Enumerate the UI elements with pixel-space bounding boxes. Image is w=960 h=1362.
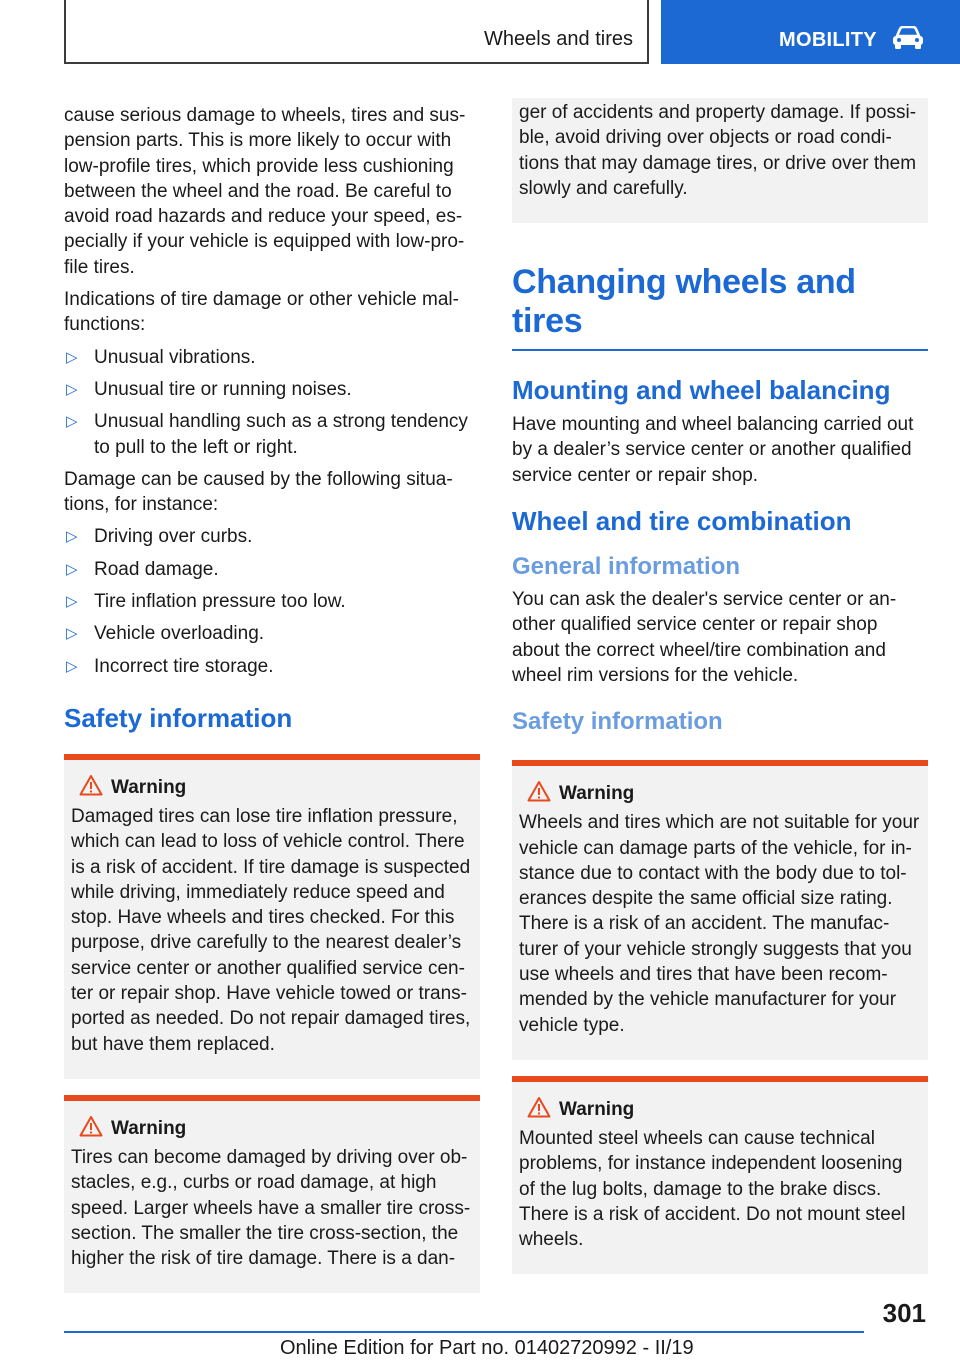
bullet-triangle-icon: ▷ (66, 657, 78, 675)
bullet-triangle-icon: ▷ (66, 625, 78, 643)
warning-box (64, 1095, 480, 1293)
general-info-paragraph: You can ask the dealer's service center or an-other qualified service center or repair shop about the correct wheel/tire combination and wheel rim versions for the vehicle. (512, 589, 897, 686)
warning-box (512, 760, 928, 1060)
left-column (64, 103, 480, 1309)
safety-heading-right: Safety information (512, 708, 723, 736)
warning-text: ger of accidents and property damage. If possi-ble, avoid driving over objects or road condi-tions that may damage tires, or drive over them slowly and carefully. (519, 102, 917, 199)
header-chapter-title: MOBILITY (779, 29, 877, 51)
warning-triangle-icon (527, 1096, 551, 1118)
header-section-box (64, 0, 649, 64)
causes-list (64, 524, 480, 678)
right-column (512, 103, 928, 1290)
warning-text: Mounted steel wheels can cause technical problems, for instance independent loosening of the lug bolts, damage to the brake discs. There is a risk of accident. Do not mount steel wheels. (519, 1127, 906, 1251)
indications-intro: Indications of tire damage or other vehicle mal-functions: (64, 289, 459, 336)
bullet-triangle-icon: ▷ (66, 528, 78, 546)
list-item: ▷ Unusual handling such as a strong tendency to pull to the left or right. (66, 411, 468, 458)
warning-triangle-icon (527, 780, 551, 802)
warning-text: Tires can become damaged by driving over ob-stacles, e.g., curbs or road damage, at high speed. Larger wheels have a smaller tire cross-section. The smaller the tire cross-section, the higher the risk of tire damage. There is a dan- (71, 1146, 471, 1270)
list-item: ▷ Road damage. (64, 557, 480, 582)
bullet-triangle-icon: ▷ (66, 413, 78, 431)
list-item: ▷ Incorrect tire storage. (64, 654, 480, 679)
general-info-heading: General information (512, 553, 741, 581)
indications-list (64, 345, 480, 460)
safety-heading-left: Safety information (64, 702, 293, 733)
bullet-triangle-icon: ▷ (66, 348, 78, 366)
warning-label: Warning (111, 1117, 187, 1139)
page-number: 301 (882, 1298, 926, 1328)
list-item: ▷ Unusual vibrations. (64, 345, 480, 370)
intro-paragraph: cause serious damage to wheels, tires and sus-pension parts. This is more likely to occur with low-profile tires, which provide less cushioning between the wheel and the road. Be careful to avoid road hazards and reduce your speed, es-pecially if your vehicle is equipped with low-pro-file tires. (64, 105, 466, 278)
bullet-triangle-icon: ▷ (66, 560, 78, 578)
warning-label: Warning (111, 776, 187, 798)
list-item: ▷ Unusual tire or running noises. (64, 377, 480, 402)
warning-label: Warning (559, 1098, 635, 1120)
warning-label: Warning (559, 783, 635, 805)
bullet-triangle-icon: ▷ (66, 593, 78, 611)
header-section-title: Wheels and tires (484, 28, 633, 50)
list-item: ▷ Driving over curbs. (64, 524, 480, 549)
list-item: ▷ Vehicle overloading. (64, 621, 480, 646)
mounting-heading: Mounting and wheel balancing (512, 375, 891, 406)
footer-edition: Online Edition for Part no. 01402720992 - II/19 (280, 1337, 694, 1359)
list-item: ▷ Tire inflation pressure too low. (64, 589, 480, 614)
warning-box-continued (512, 98, 928, 223)
bullet-triangle-icon: ▷ (66, 380, 78, 398)
footer-divider (64, 1331, 864, 1333)
warning-text: Damaged tires can lose tire inflation pressure, which can lead to loss of vehicle control. There is a risk of accident. If tire damage is suspected while driving, immediately reduce speed and stop. Have wheels and tires checked. For this purpose, drive carefully to the nearest dealer’s service center or another qualified service cen-ter or repair shop. Have vehicle towed or trans-ported as needed. Do not repair damaged tires, but have them replaced. (71, 805, 471, 1055)
warning-triangle-icon (79, 774, 103, 796)
car-icon (891, 26, 925, 50)
warning-box (512, 1076, 928, 1274)
combination-heading: Wheel and tire combination (512, 506, 852, 537)
warning-box (64, 754, 480, 1079)
chapter-heading: Changing wheels and tires (512, 263, 928, 351)
mounting-paragraph: Have mounting and wheel balancing carried out by a dealer’s service center or another qualified service center or repair shop. (512, 414, 914, 486)
warning-triangle-icon (79, 1115, 103, 1137)
causes-intro: Damage can be caused by the following situa-tions, for instance: (64, 468, 453, 516)
warning-text: Wheels and tires which are not suitable for your vehicle can damage parts of the vehicle, for in-stance due to contact with the body due to tol-erances despite the same official size rating. There is a risk of an accident. The manufac-turer of your vehicle strongly suggests that you use wheels and tires that have been recom-mended by the vehicle manufacturer for your vehicle type. (519, 812, 920, 1036)
header-chapter-box (661, 0, 960, 64)
